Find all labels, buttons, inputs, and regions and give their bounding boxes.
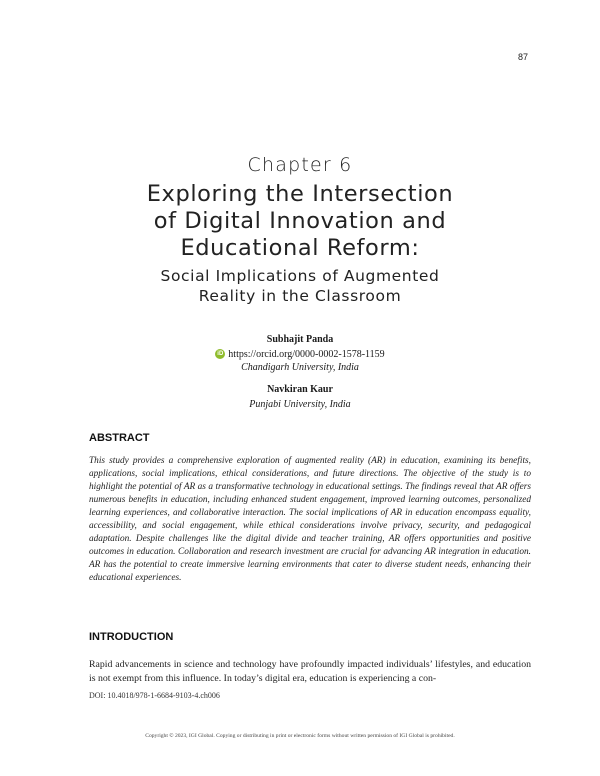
title-line-2: of Digital Innovation and bbox=[153, 208, 447, 234]
orcid-link[interactable] bbox=[215, 349, 384, 360]
subtitle-line-1: Social Implications of Augmented bbox=[160, 267, 440, 285]
abstract-heading: ABSTRACT bbox=[89, 432, 150, 444]
author-affiliation: Punjabi University, India bbox=[249, 399, 351, 410]
title-line-3: Educational Reform: bbox=[180, 235, 420, 261]
introduction-heading: INTRODUCTION bbox=[89, 631, 174, 643]
author-block-2 bbox=[0, 384, 600, 410]
chapter-subtitle bbox=[0, 266, 600, 306]
orcid-icon: iD bbox=[217, 351, 224, 357]
author-name: Navkiran Kaur bbox=[267, 384, 333, 395]
author-affiliation: Chandigarh University, India bbox=[241, 361, 359, 373]
copyright-notice: Copyright © 2023, IGI Global. Copying or distributing in print or electronic forms without written permission of IGI Global is prohibited. bbox=[145, 733, 455, 739]
author-block-1 bbox=[0, 334, 600, 373]
chapter-label: Chapter 6 bbox=[247, 154, 353, 176]
chapter-title bbox=[0, 181, 600, 262]
subtitle-line-2: Reality in the Classroom bbox=[198, 287, 402, 305]
author-name: Subhajit Panda bbox=[266, 334, 334, 345]
doi: DOI: 10.4018/978-1-6684-9103-4.ch006 bbox=[89, 691, 220, 700]
page-number: 87 bbox=[517, 52, 528, 62]
title-line-1: Exploring the Intersection bbox=[146, 181, 454, 207]
introduction-text: Rapid advancements in science and technology have profoundly impacted individuals’ lifestyles, and education is not exempt from this influence. In today’s digital era, education is experiencing a con- bbox=[89, 659, 531, 684]
orcid-url: https://orcid.org/0000-0002-1578-1159 bbox=[228, 348, 385, 360]
abstract-text: This study provides a comprehensive exploration of augmented reality (AR) in education, examining its benefits, applications, social implications, ethical considerations, and future directions. The objective of the study is to highlight the potential of AR as a transformative technology in educational settings. The findings reveal that AR offers numerous benefits in education, including enhanced student engagement, improved learning outcomes, personalized learning experiences, and collaborative interaction. The social implications of AR in education encompass equality, accessibility, and social engagement, while ethical considerations involve privacy, security, and pedagogical adaptation. Despite challenges like the digital divide and teacher training, AR offers opportunities and positive outcomes in education. Collaboration and research investment are crucial for advancing AR integration in education. AR has the potential to create immersive learning environments that cater to diverse student needs, enhancing their educational experiences. bbox=[89, 456, 531, 583]
